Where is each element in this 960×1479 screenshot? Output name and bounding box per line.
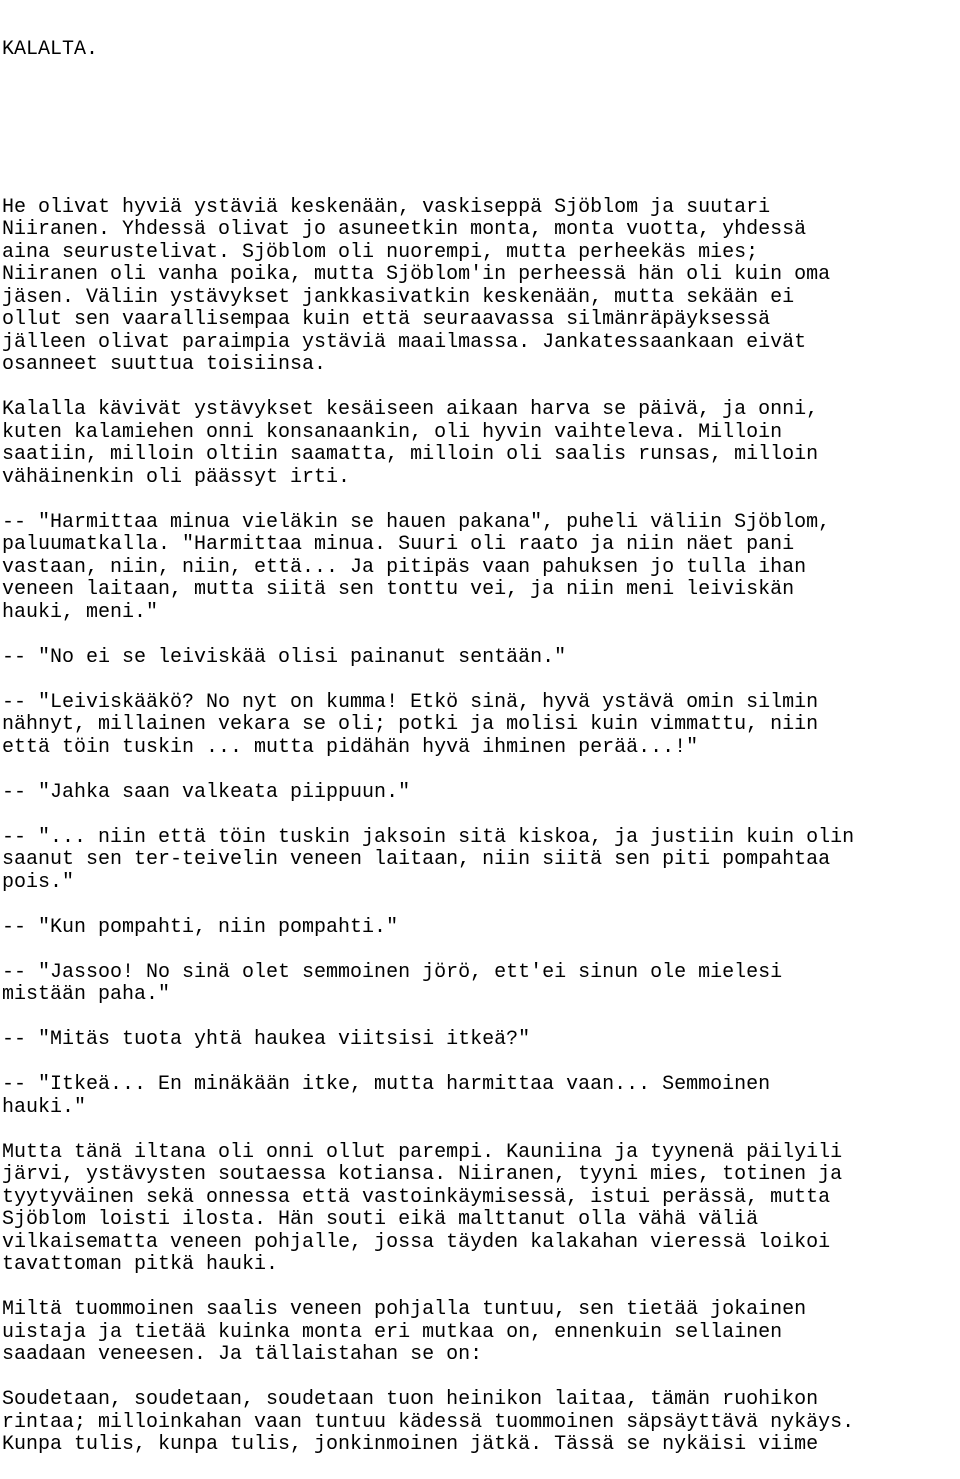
- text-line: -- "Leiviskääkö? No nyt on kumma! Etkö sinä, hyvä ystävä omin silmin: [2, 690, 819, 714]
- text-line: hauki, meni.": [2, 600, 159, 624]
- text-line: kuten kalamiehen onni konsanaankin, oli hyvin vaihteleva. Milloin: [2, 420, 783, 444]
- title-spacer: [2, 107, 958, 152]
- text-line: -- "Kun pompahti, niin pompahti.": [2, 915, 399, 939]
- paragraph: [2, 827, 958, 895]
- text-line: Kunpa tulis, kunpa tulis, jonkinmoinen jätkä. Tässä se nykäisi viime: [2, 1433, 819, 1456]
- text-line: vastaan, niin, niin, että... Ja pitipäs vaan pahuksen jo tulla ihan: [2, 555, 807, 579]
- paragraph-spacer: [2, 624, 958, 647]
- text-line: vilkaisematta veneen pohjalle, jossa täyden kalakahan vieressä loikoi: [2, 1230, 831, 1254]
- text-line: vähäinenkin oli päässyt irti.: [2, 465, 351, 489]
- text-line: tavattoman pitkä hauki.: [2, 1253, 279, 1276]
- text-line: Mutta tänä iltana oli onni ollut parempi. Kauniina ja tyynenä päilyili: [2, 1140, 843, 1164]
- paragraph: [2, 1029, 958, 1052]
- text-line: rintaa; milloinkahan vaan tuntuu kädessä tuommoinen säpsäyttävä nykäys.: [2, 1410, 855, 1434]
- text-line: -- "Mitäs tuota yhtä haukea viitsisi itkeä?": [2, 1028, 531, 1051]
- paragraph-spacer: [2, 489, 958, 512]
- text-line: nähnyt, millainen vekara se oli; potki ja molisi kuin vimmattu, niin: [2, 713, 819, 736]
- paragraph-spacer: [2, 669, 958, 692]
- paragraph: [2, 692, 958, 760]
- paragraph-spacer: [2, 894, 958, 917]
- paragraph: [2, 1299, 958, 1367]
- text-line: aina seurustelivat. Sjöblom oli nuorempi, mutta perheekäs mies;: [2, 240, 759, 264]
- text-line: mistään paha.": [2, 983, 171, 1006]
- text-line: osanneet suuttua toisiinsa.: [2, 353, 327, 376]
- text-line: saanut sen ter-teivelin veneen laitaan, niin siitä sen piti pompahtaa: [2, 848, 831, 871]
- paragraph-spacer: [2, 1367, 958, 1390]
- paragraph: [2, 1142, 958, 1277]
- paragraph: [2, 917, 958, 940]
- paragraph-spacer: [2, 1052, 958, 1075]
- text-line: He olivat hyviä ystäviä keskenään, vaskiseppä Sjöblom ja suutari: [2, 195, 771, 219]
- text-line: Niiranen. Yhdessä olivat jo asuneetkin monta, monta vuotta, yhdessä: [2, 218, 807, 241]
- paragraph: [2, 647, 958, 670]
- text-line: saadaan veneesen. Ja tällaistahan se on:: [2, 1343, 483, 1366]
- text-line: jäsen. Väliin ystävykset jankkasivatkin keskenään, mutta sekään ei: [2, 285, 795, 309]
- text-line: -- "Jassoo! No sinä olet semmoinen jörö, ett'ei sinun ole mielesi: [2, 960, 783, 984]
- document-body: [2, 197, 958, 1457]
- document-page: [2, 0, 958, 1479]
- text-line: että töin tuskin ... mutta pidähän hyvä ihminen perää...!": [2, 735, 699, 759]
- text-line: pois.": [2, 870, 75, 894]
- text-line: järvi, ystävysten soutaessa kotiansa. Niiranen, tyyni mies, totinen ja: [2, 1163, 843, 1186]
- paragraph-spacer: [2, 939, 958, 962]
- text-line: Sjöblom loisti ilosta. Hän souti eikä malttanut olla vähä väliä: [2, 1208, 759, 1231]
- paragraph-spacer: [2, 1119, 958, 1142]
- text-line: jälleen olivat paraimpia ystäviä maailmassa. Jankatessaankaan eivät: [2, 330, 807, 354]
- paragraph-spacer: [2, 1007, 958, 1030]
- paragraph: [2, 399, 958, 489]
- text-line: Kalalla kävivät ystävykset kesäiseen aikaan harva se päivä, ja onni,: [2, 398, 819, 421]
- paragraph: [2, 197, 958, 377]
- text-line: veneen laitaan, mutta siitä sen tonttu vei, ja niin meni leiviskän: [2, 578, 795, 601]
- text-line: Miltä tuommoinen saalis veneen pohjalla tuntuu, sen tietää jokainen: [2, 1298, 807, 1321]
- paragraph-spacer: [2, 377, 958, 400]
- text-line: ollut sen vaarallisempaa kuin että seuraavassa silmänräpäyksessä: [2, 308, 771, 331]
- document-title: KALALTA.: [2, 38, 99, 61]
- text-line: saatiin, milloin oltiin saamatta, milloin oli saalis runsas, milloin: [2, 443, 819, 466]
- paragraph: [2, 1389, 958, 1457]
- text-line: -- "... niin että töin tuskin jaksoin sitä kiskoa, ja justiin kuin olin: [2, 825, 855, 849]
- paragraph: [2, 512, 958, 625]
- text-line: -- "No ei se leiviskää olisi painanut sentään.": [2, 645, 567, 669]
- text-line: uistaja ja tietää kuinka monta eri mutkaa on, ennenkuin sellainen: [2, 1320, 783, 1344]
- text-line: hauki.": [2, 1095, 87, 1119]
- paragraph-spacer: [2, 1277, 958, 1300]
- text-line: Niiranen oli vanha poika, mutta Sjöblom'in perheessä hän oli kuin oma: [2, 263, 831, 286]
- paragraph-spacer: [2, 804, 958, 827]
- text-line: -- "Harmittaa minua vieläkin se hauen pakana", puheli väliin Sjöblom,: [2, 510, 831, 534]
- paragraph: [2, 1074, 958, 1119]
- paragraph: [2, 782, 958, 805]
- text-line: -- "Jahka saan valkeata piippuun.": [2, 780, 411, 804]
- text-line: paluumatkalla. "Harmittaa minua. Suuri oli raato ja niin näet pani: [2, 533, 795, 556]
- text-line: Soudetaan, soudetaan, soudetaan tuon heinikon laitaa, tämän ruohikon: [2, 1388, 819, 1411]
- text-line: tyytyväinen sekä onnessa että vastoinkäymisessä, istui perässä, mutta: [2, 1185, 831, 1209]
- text-line: -- "Itkeä... En minäkään itke, mutta harmittaa vaan... Semmoinen: [2, 1073, 771, 1096]
- paragraph: [2, 962, 958, 1007]
- paragraph-spacer: [2, 759, 958, 782]
